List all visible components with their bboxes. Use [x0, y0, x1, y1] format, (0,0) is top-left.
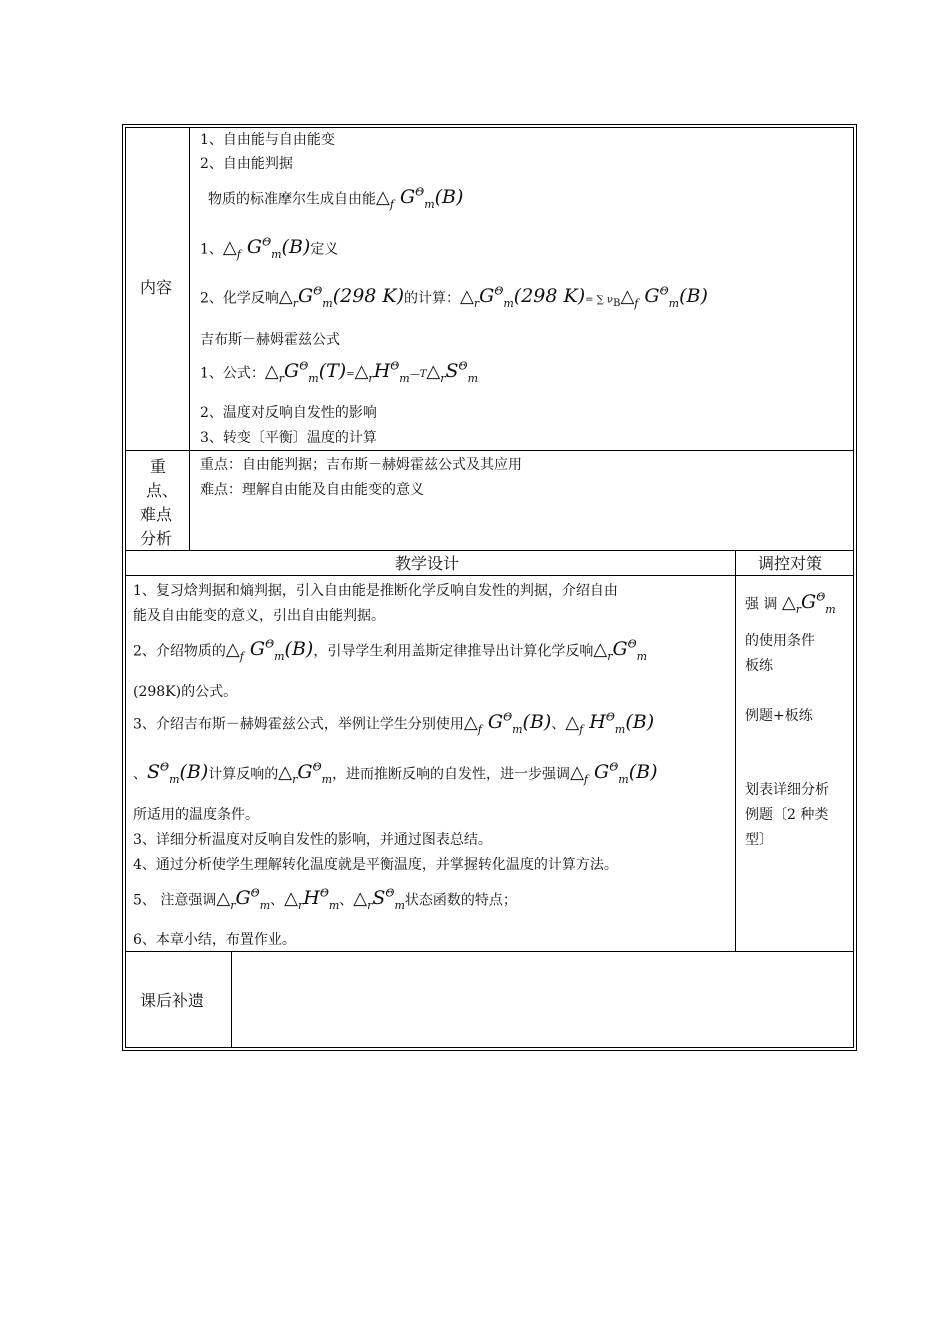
formula-df-gm-b-5: $\triangle_f$ $G^\Theta_m(B)$ [570, 761, 658, 787]
label-key-points-1: 重 [150, 457, 167, 476]
formula-dr-gm: $\triangle_rG^\Theta_m$ [593, 638, 648, 664]
divider-label-column [189, 127, 190, 550]
control-2: 的使用条件 [745, 633, 815, 649]
formula-dr-gm-298: $\triangle_rG^\Theta_m(298$ K) [278, 285, 405, 311]
sum-nu: = ∑ ν [585, 294, 614, 306]
content-line-3 [208, 184, 463, 214]
key-points-emphasis: 重点：自由能判据；吉布斯－赫姆霍兹公式及其应用 [200, 457, 522, 473]
label-key-points-3: 难点 [140, 505, 173, 524]
design-p3d: 所适用的温度条件。 [133, 807, 259, 823]
label-key-points-4: 分析 [140, 529, 173, 548]
formula-df-gm-b-2: $\triangle_f$ $G^\Theta_m(B)$ [620, 285, 708, 311]
divider-after-class-column [231, 951, 232, 1048]
control-5: 划表详细分析 [745, 782, 829, 798]
divider-content-bottom [125, 450, 854, 451]
content-line-2: 2、自由能判据 [200, 156, 293, 172]
formula-dr-gm-2: $\triangle_rG^\Theta_m$ [278, 761, 333, 787]
formula-dr-gm-3: $\triangle_rG^\Theta_m$ [216, 887, 271, 913]
control-4: 例题+板练 [745, 708, 813, 724]
formula-dr-gm-ctrl: $\triangle_rG^\Theta_m$ [781, 591, 836, 617]
design-p5: 4、通过分析使学生理解转化温度就是平衡温度，并掌握转化温度的计算方法。 [133, 857, 618, 873]
formula-df-gm-b-def: $\triangle_f$ $G^\Theta_m(B)$ [222, 236, 311, 262]
content-line-3-text: 物质的标准摩尔生成自由能 [208, 191, 376, 208]
label-teaching-design: 教学设计 [395, 554, 460, 573]
formula-dr-gm-298-b: $\triangle_rG^\Theta_m(298$ K) [460, 285, 586, 311]
design-p3-cont: 、$S^\Theta_m(B)$计算反响的$\triangle_rG^\Theta_m$，进而推断反响的自发性，进一步强调$\triangle_f$ $G^\Theta_m(B)$ [133, 761, 658, 787]
design-p1b: 能及自由能变的意义，引出自由能判据。 [133, 608, 385, 624]
control-7: 型〕 [745, 832, 773, 848]
formula-dr-sm: $\triangle_rS^\Theta_m$ [353, 887, 405, 913]
formula-sm-b: $S^\Theta_m(B)$ [147, 761, 209, 787]
label-key-points-2: 点、 [146, 481, 179, 500]
design-p6: 5、 注意强调$\triangle_rG^\Theta_m$、$\triangle_rH^\Theta_m$、$\triangle_rS^\Theta_m$状态函数的特点； [133, 887, 517, 913]
divider-keypoints-bottom [125, 550, 854, 551]
key-points-difficulty: 难点：理解自由能及自由能变的意义 [200, 482, 424, 498]
design-p7: 6、本章小结，布置作业。 [133, 932, 296, 948]
control-3: 板练 [745, 658, 773, 674]
content-line-6: 吉布斯－赫姆霍兹公式 [200, 332, 340, 348]
label-after-class: 课后补遗 [140, 991, 205, 1010]
design-p3: 3、介绍吉布斯－赫姆霍兹公式，举例让学生分别使用$\triangle_f$ $G^\Theta_m(B)$、$\triangle_f$ $H^\Theta_m(B)$ [133, 711, 655, 737]
formula-df-gm-b-3: $\triangle_f$ $G^\Theta_m(B)$ [225, 638, 314, 664]
divider-design-bottom [125, 951, 854, 952]
formula-dr-hm: $\triangle_rH^\Theta_m$ [284, 887, 340, 913]
design-p2: 2、介绍物质的$\triangle_f$ $G^\Theta_m(B)$，引导学生利用盖斯定律推导出计算化学反响$\triangle_rG^\Theta_m$ [133, 638, 648, 664]
content-line-9: 3、转变〔平衡〕温度的计算 [200, 430, 377, 446]
control-1: 强 调 $\triangle_rG^\Theta_m$ [745, 591, 836, 617]
content-line-7: 1、公式：$\triangle_rG^\Theta_m(T)=\triangle_rH^\Theta_m—T\triangle_rS^\Theta_m$ [200, 360, 479, 386]
formula-gibbs-helmholtz: $\triangle_rG^\Theta_m(T)=\triangle_rH^\Theta_m—T\triangle_rS^\Theta_m$ [264, 360, 479, 386]
formula-df-gm-b-4: $\triangle_f$ $G^\Theta_m(B)$ [463, 711, 552, 737]
formula-df-hm-b: $\triangle_f$ $H^\Theta_m(B)$ [565, 711, 655, 737]
design-p4: 3、详细分析温度对反响自发性的影响，并通过图表总结。 [133, 832, 492, 848]
divider-control-column [735, 550, 736, 951]
design-p1a: 1、复习焓判据和熵判据，引入自由能是推断化学反响自发性的判据，介绍自由 [133, 583, 618, 599]
content-line-4: 1、$\triangle_f$ $G^\Theta_m(B)$定义 [200, 236, 339, 262]
label-content: 内容 [140, 278, 173, 297]
divider-design-header [125, 575, 854, 576]
control-6: 例题〔2 种类 [745, 807, 829, 823]
content-line-8: 2、温度对反响自发性的影响 [200, 405, 377, 421]
label-control: 调控对策 [758, 554, 823, 573]
content-line-1: 1、自由能与自由能变 [200, 132, 335, 148]
formula-df-gm-b: $\triangle_f$ $G^\Theta_m(B)$ [376, 186, 464, 212]
design-p2c: (298K)的公式。 [133, 684, 238, 700]
content-line-5: 2、化学反响$\triangle_rG^\Theta_m(298$ K)的计算：$\triangle_rG^\Theta_m(298$ K)= ∑ $\nu_B\triangle_f$ $G^\Theta_m(B)$ [200, 285, 708, 311]
